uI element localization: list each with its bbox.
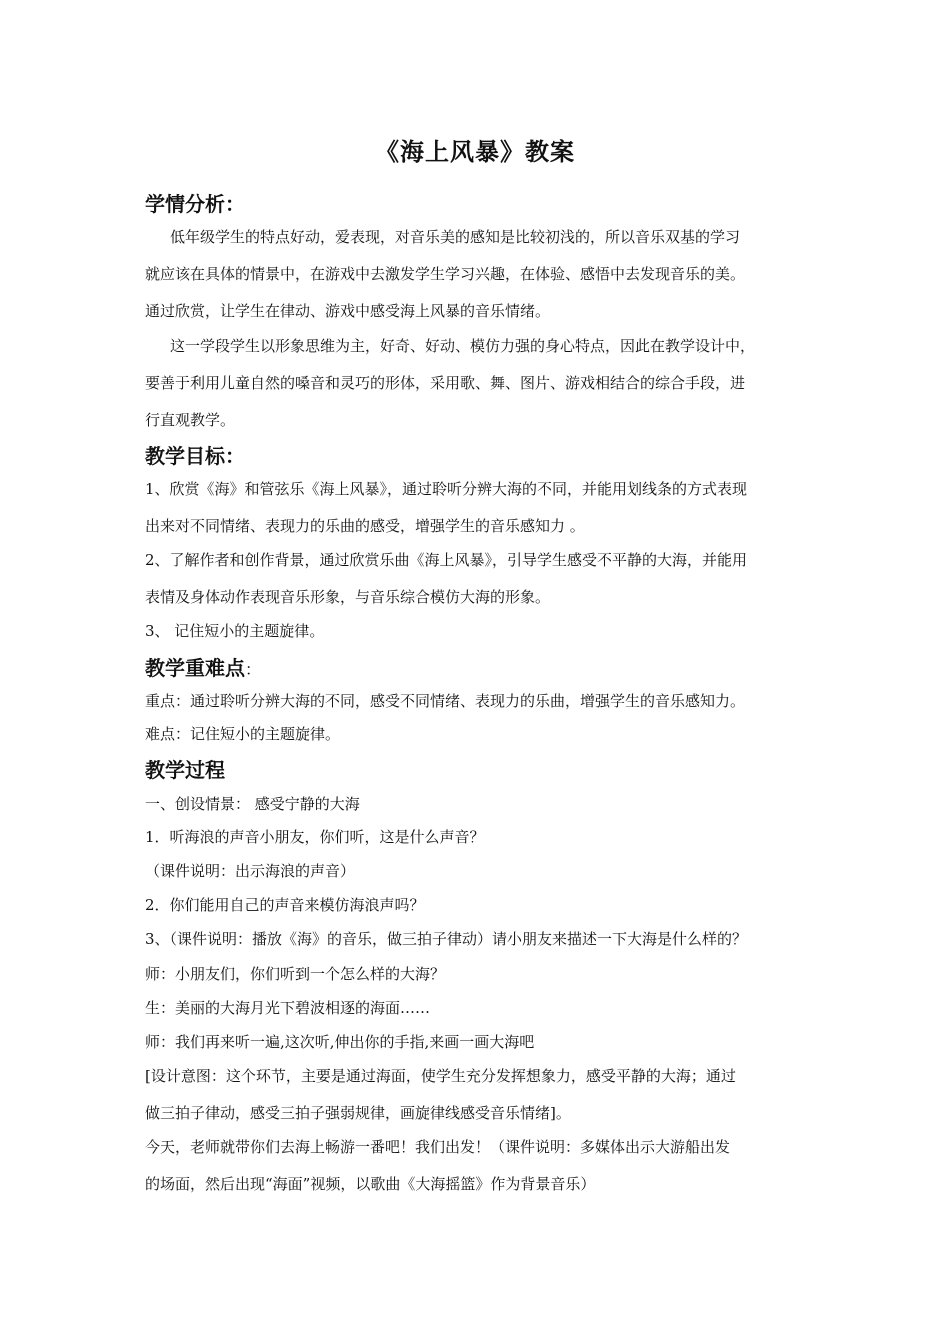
paragraph-line: 2．你们能用自己的声音来模仿海浪声吗？ xyxy=(145,896,425,914)
heading-process: 教学过程 xyxy=(145,758,225,782)
paragraph-line: 做三拍子律动，感受三拍子强弱规律，画旋律线感受音乐情绪]。 xyxy=(145,1104,571,1122)
paragraph-line: 2、了解作者和创作背景，通过欣赏乐曲《海上风暴》，引导学生感受不平静的大海，并能用 xyxy=(145,551,748,569)
paragraph-line: 通过欣赏，让学生在律动、游戏中感受海上风暴的音乐情绪。 xyxy=(145,302,551,320)
paragraph-line: 出来对不同情绪、表现力的乐曲的感受，增强学生的音乐感知力 。 xyxy=(145,517,585,535)
paragraph-line: 的场面，然后出现“海面”视频，以歌曲《大海摇篮》作为背景音乐） xyxy=(145,1175,596,1193)
paragraph-line: 3、（课件说明：播放《海》的音乐，做三拍子律动）请小朋友来描述一下大海是什么样的？ xyxy=(145,930,748,948)
paragraph-line: 今天，老师就带你们去海上畅游一番吧！我们出发！（课件说明：多媒体出示大游船出发 xyxy=(145,1138,731,1156)
paragraph-line: 难点：记住短小的主题旋律。 xyxy=(145,725,341,743)
paragraph-line: 生：美丽的大海月光下碧波相逐的海面…… xyxy=(145,999,431,1017)
paragraph-line: 低年级学生的特点好动，爱表现，对音乐美的感知是比较初浅的，所以音乐双基的学习 xyxy=(170,228,741,246)
heading-keypoints xyxy=(145,652,261,681)
heading-analysis: 学情分析： xyxy=(145,192,245,216)
heading-goals: 教学目标： xyxy=(145,444,245,468)
paragraph-line: 师：我们再来听一遍,这次听,伸出你的手指,来画一画大海吧 xyxy=(145,1033,535,1051)
paragraph-line: （课件说明：出示海浪的声音） xyxy=(145,862,356,880)
document-title: 《海上风暴》教案 xyxy=(375,138,575,166)
paragraph-line: [设计意图：这个环节，主要是通过海面，使学生充分发挥想象力，感受平静的大海；通过 xyxy=(145,1067,736,1085)
paragraph-line: 就应该在具体的情景中，在游戏中去激发学生学习兴趣，在体验、感悟中去发现音乐的美。 xyxy=(145,265,746,283)
heading-keypoints-colon: ： xyxy=(245,660,262,679)
paragraph-line: 一、创设情景： 感受宁静的大海 xyxy=(145,795,360,813)
paragraph-line: 1．听海浪的声音小朋友，你们听，这是什么声音？ xyxy=(145,828,485,846)
heading-keypoints-text: 教学重难点 xyxy=(145,656,245,680)
paragraph-line: 重点：通过聆听分辨大海的不同，感受不同情绪、表现力的乐曲，增强学生的音乐感知力。 xyxy=(145,692,746,710)
paragraph-line: 3、 记住短小的主题旋律。 xyxy=(145,622,325,640)
paragraph-line: 师：小朋友们，你们听到一个怎么样的大海？ xyxy=(145,965,446,983)
paragraph-line: 这一学段学生以形象思维为主，好奇、好动、模仿力强的身心特点，因此在教学设计中， xyxy=(170,337,756,355)
paragraph-line: 要善于利用儿童自然的嗓音和灵巧的形体，采用歌、舞、图片、游戏相结合的综合手段，进 xyxy=(145,374,746,392)
paragraph-line: 1、欣赏《海》和管弦乐《海上风暴》，通过聆听分辨大海的不同，并能用划线条的方式表现 xyxy=(145,480,748,498)
paragraph-line: 表情及身体动作表现音乐形象，与音乐综合模仿大海的形象。 xyxy=(145,588,551,606)
paragraph-line: 行直观教学。 xyxy=(145,411,236,429)
